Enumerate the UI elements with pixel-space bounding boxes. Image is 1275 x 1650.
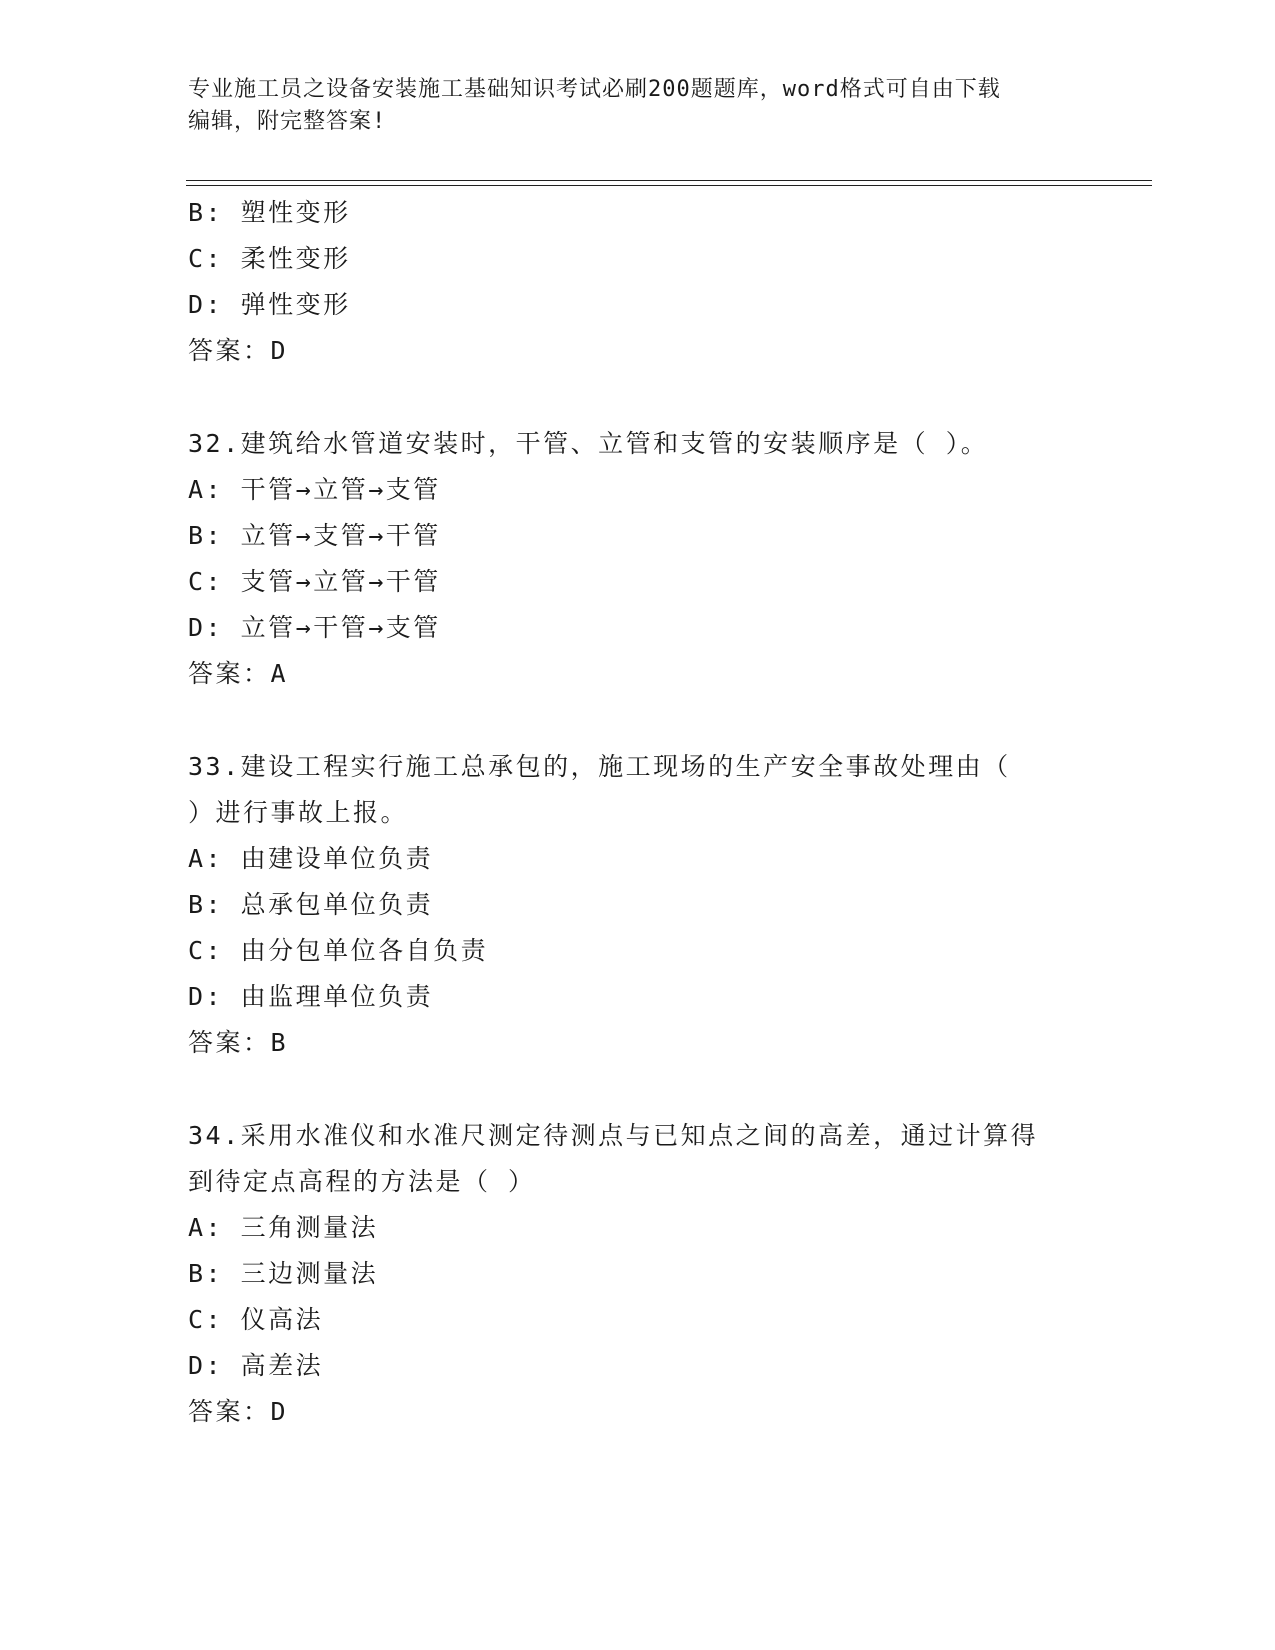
question-stem-line-1: 33.建设工程实行施工总承包的，施工现场的生产安全事故处理由（ [188,752,1011,781]
option-text: 由分包单位各自负责 [240,936,489,965]
option-a [188,836,1088,882]
header-divider-bottom [186,185,1152,186]
option-letter: B: [188,198,224,227]
option-text: 立管→干管→支管 [240,613,441,642]
question-stem-line-2: 到待定点高程的方法是（ ） [188,1167,536,1196]
option-text: 干管→立管→支管 [240,475,441,504]
option-letter: D: [188,290,224,319]
option-c [188,928,1088,974]
option-letter: B: [188,521,224,550]
option-b [188,882,1088,928]
option-d [188,605,1088,651]
option-letter: A: [188,475,224,504]
option-text: 由监理单位负责 [240,982,434,1011]
option-letter: C: [188,936,224,965]
option-text: 三边测量法 [240,1259,379,1288]
option-b [188,190,1088,236]
question-continued [188,190,1088,374]
option-d [188,282,1088,328]
option-b [188,1251,1088,1297]
option-text: 立管→支管→干管 [240,521,441,550]
question-33 [188,744,1088,1066]
option-a [188,467,1088,513]
question-stem-line-2: ）进行事故上报。 [188,798,409,827]
option-letter: B: [188,1259,224,1288]
option-b [188,513,1088,559]
question-stem: 32.建筑给水管道安装时，干管、立管和支管的安装顺序是（ ）。 [188,429,989,458]
option-letter: B: [188,890,224,919]
option-c [188,236,1088,282]
option-letter: D: [188,1351,224,1380]
question-32 [188,421,1088,697]
option-text: 塑性变形 [240,198,351,227]
option-text: 高差法 [240,1351,324,1380]
header-divider-top [186,180,1152,181]
document-header [188,74,1088,138]
option-letter: A: [188,1213,224,1242]
answer-line: 答案：B [188,1028,289,1057]
option-d [188,974,1088,1020]
question-spacer [188,697,1088,744]
option-text: 支管→立管→干管 [240,567,441,596]
question-34 [188,1113,1088,1435]
option-d [188,1343,1088,1389]
option-text: 由建设单位负责 [240,844,434,873]
option-a [188,1205,1088,1251]
option-c [188,1297,1088,1343]
option-text: 三角测量法 [240,1213,379,1242]
option-letter: A: [188,844,224,873]
answer-line: 答案：D [188,1397,289,1426]
option-letter: C: [188,244,224,273]
option-text: 柔性变形 [240,244,351,273]
answer-line: 答案：A [188,659,289,688]
option-letter: D: [188,982,224,1011]
option-letter: C: [188,567,224,596]
option-text: 仪高法 [240,1305,324,1334]
question-list [188,190,1088,1435]
option-text: 总承包单位负责 [240,890,434,919]
option-letter: C: [188,1305,224,1334]
question-stem-line-1: 34.采用水准仪和水准尺测定待测点与已知点之间的高差，通过计算得 [188,1121,1039,1150]
header-title-line-1: 专业施工员之设备安装施工基础知识考试必刷200题题库，word格式可自由下载 [188,77,1001,102]
header-title-line-2: 编辑，附完整答案! [188,109,387,134]
answer-line: 答案：D [188,336,289,365]
option-text: 弹性变形 [240,290,351,319]
question-spacer [188,374,1088,421]
question-spacer [188,1066,1088,1113]
option-c [188,559,1088,605]
option-letter: D: [188,613,224,642]
